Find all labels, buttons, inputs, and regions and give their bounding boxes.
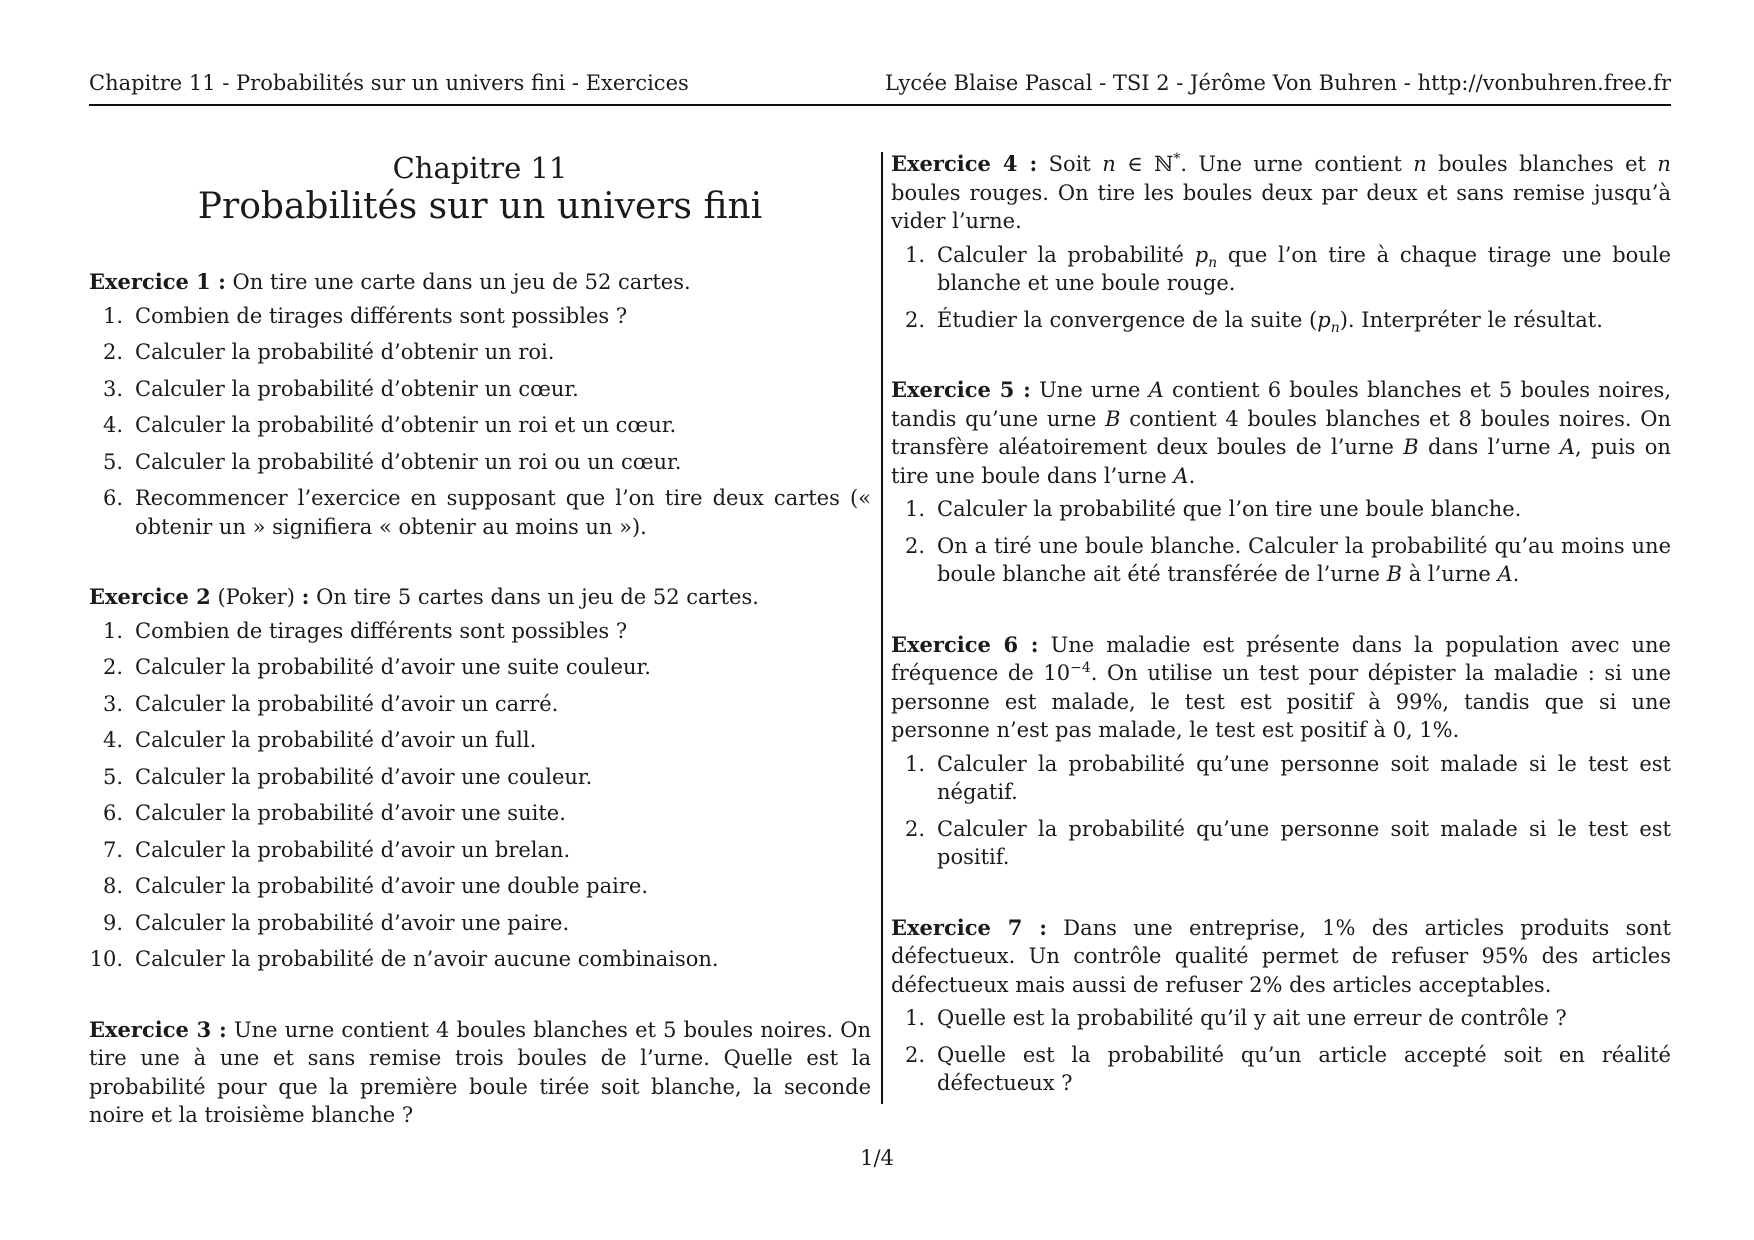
right-column <box>891 150 1671 1140</box>
exercise-4 <box>891 150 1671 334</box>
list-item: 1. Calculer la probabilité $p_n$ que l’on tire à chaque tirage une boule blanche et une boule rouge. <box>904 242 1671 295</box>
list-item: 10. Calculer la probabilité de n’avoir aucune combinaison. <box>89 947 719 971</box>
page-header <box>89 70 1671 106</box>
exercise-6-list <box>891 750 1671 872</box>
exercise-1-heading: Exercice 1 : <box>89 269 226 294</box>
list-item: 2. Calculer la probabilité d’obtenir un roi. <box>102 340 555 364</box>
list-item: 6. Calculer la probabilité d’avoir une suite. <box>102 801 566 825</box>
exercise-1-statement <box>89 268 871 297</box>
exercise-2 <box>89 583 871 974</box>
list-item: 1. Combien de tirages différents sont possibles ? <box>102 303 628 328</box>
list-item: 6. Recommencer l’exercice en supposant que l’on tire deux cartes (« obtenir un » signifiera « obtenir au moins un »). <box>102 486 871 539</box>
list-item: 8. Calculer la probabilité d’avoir une double paire. <box>102 874 649 898</box>
header-right: Lycée Blaise Pascal - TSI 2 - Jérôme Von Buhren - http://vonbuhren.free.fr <box>884 71 1671 95</box>
exercise-2-text: On tire 5 cartes dans un jeu de 52 cartes. <box>316 585 759 609</box>
list-item: 4. Calculer la probabilité d’avoir un full. <box>102 728 537 752</box>
exercise-3-statement <box>89 1016 871 1130</box>
list-item: 1. Combien de tirages différents sont possibles ? <box>102 618 628 643</box>
list-item: 5. Calculer la probabilité d’avoir une couleur. <box>102 764 593 789</box>
exercise-2-heading: Exercice 2 <box>89 584 211 609</box>
exercise-1 <box>89 268 871 541</box>
list-item: 3. Calculer la probabilité d’avoir un carré. <box>102 691 559 716</box>
exercise-4-statement: Exercice 4 : Soit n ∈ ℕ*. Une urne contient n boules blanches et n boules rouges. On tire les boules deux par deux et sans remise jusqu’à vider l’urne. <box>891 151 1671 233</box>
exercise-4-heading: Exercice 4 : <box>891 151 1038 176</box>
exercise-3-heading: Exercice 3 : <box>89 1016 227 1042</box>
exercise-5-list <box>891 495 1671 589</box>
header-left: Chapitre 11 - Probabilités sur un univers fini - Exercices <box>89 71 689 95</box>
list-item: 4. Calculer la probabilité d’obtenir un roi et un cœur. <box>102 413 677 437</box>
left-column <box>89 150 871 1172</box>
exercise-7 <box>891 914 1671 1098</box>
list-item: 1. Calculer la probabilité qu’une personne soit malade si le test est négatif. <box>904 751 1671 804</box>
list-item: 7. Calculer la probabilité d’avoir un brelan. <box>102 837 571 862</box>
column-divider <box>881 152 883 1104</box>
exercise-5-heading: Exercice 5 : <box>891 377 1031 402</box>
list-item: 3. Calculer la probabilité d’obtenir un cœur. <box>102 376 579 401</box>
list-item: 9. Calculer la probabilité d’avoir une paire. <box>102 910 570 935</box>
list-item: 1. Calculer la probabilité que l’on tire une boule blanche. <box>904 497 1522 521</box>
list-item: 1. Quelle est la probabilité qu’il y ait une erreur de contrôle ? <box>904 1006 1567 1030</box>
list-item: 2. Calculer la probabilité qu’une personne soit malade si le test est positif. <box>904 816 1671 869</box>
exercise-2-subtitle: (Poker) <box>217 585 295 609</box>
exercise-7-list <box>891 1004 1671 1098</box>
exercise-5-statement: Exercice 5 : Une urne A contient 6 boules blanches et 5 boules noires, tandis qu’une urne B contient 4 boules blanches et 8 boules noires. On transfère aléatoirement deux boules de l’urne B dans l’urne A, puis on tire une boule dans l’urne A. <box>891 377 1671 488</box>
exercise-6-heading: Exercice 6 : <box>891 631 1039 657</box>
exercise-7-heading: Exercice 7 : <box>891 914 1048 940</box>
exercise-1-text: On tire une carte dans un jeu de 52 cartes. <box>232 270 691 294</box>
list-item: 2. Calculer la probabilité d’avoir une suite couleur. <box>102 655 651 679</box>
exercise-3-text: Une urne contient 4 boules blanches et 5 boules noires. On tire une à une et sans remise trois boules de l’urne. Quelle est la probabilité pour que la première boule tirée soit blanche, la seconde noire et la troisième blanche ? <box>89 1017 871 1127</box>
chapter-title <box>89 150 871 228</box>
exercise-4-list <box>891 241 1671 335</box>
list-item: 2. Étudier la convergence de la suite $(p_n)$. Interpréter le résultat. <box>904 307 1603 336</box>
list-item: 5. Calculer la probabilité d’obtenir un roi ou un cœur. <box>102 449 682 474</box>
exercise-2-statement: Exercice 2 (Poker) : On tire 5 cartes dans un jeu de 52 cartes. <box>89 584 759 609</box>
exercise-6-statement: Exercice 6 : Une maladie est présente dans la population avec une fréquence de $10^{-4}$. On utilise un test pour dépister la maladie : si une personne est malade, le test est positif à 99%, tandis que si une personne n’est pas malade, le test est positif à 0, 1%. <box>891 631 1671 742</box>
exercise-6 <box>891 631 1671 872</box>
exercise-7-statement: Exercice 7 : Dans une entreprise, 1% des articles produits sont défectueux. Un contrôle qualité permet de refuser 95% des articles défectueux mais aussi de refuser 2% des articles acceptables. <box>891 914 1671 997</box>
exercise-5 <box>891 376 1671 589</box>
chapter-main-title: Probabilités sur un univers fini <box>197 186 763 227</box>
exercise-1-list <box>89 302 871 542</box>
page-number: 1/4 <box>860 1146 894 1170</box>
list-item: 2. On a tiré une boule blanche. Calculer la probabilité qu’au moins une boule blanche ait été transférée de l’urne B à l’urne A. <box>904 533 1671 586</box>
list-item: 2. Quelle est la probabilité qu’un article accepté soit en réalité défectueux ? <box>904 1042 1671 1095</box>
exercise-3 <box>89 1016 871 1130</box>
chapter-number: Chapitre 11 <box>392 151 568 185</box>
exercise-2-list <box>89 617 871 974</box>
